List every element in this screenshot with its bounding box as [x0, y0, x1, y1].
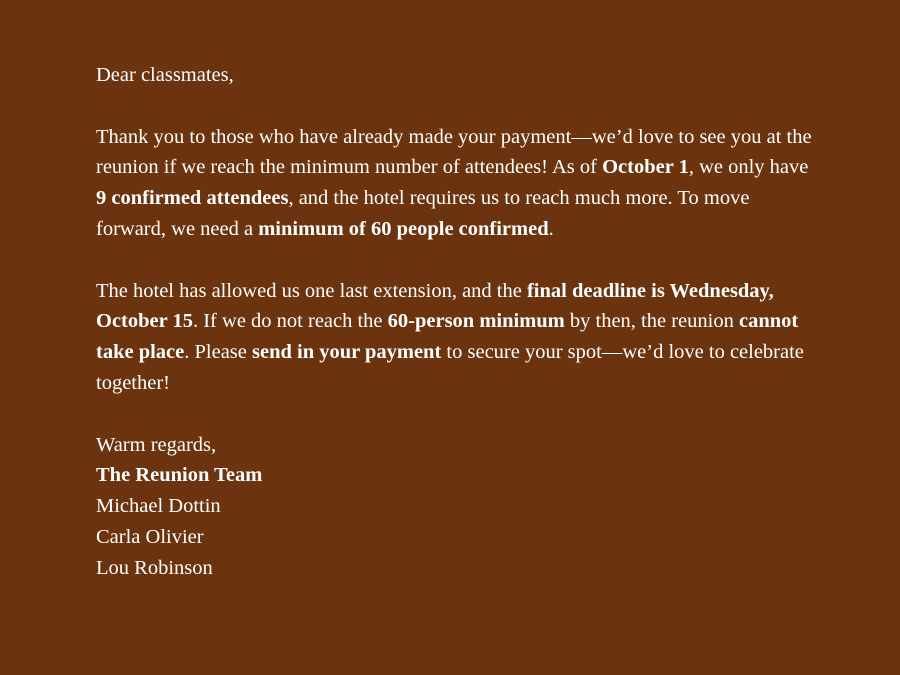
deadline-highlight: final deadline is Wednesday, October 15 — [96, 279, 774, 333]
paragraph-deadline — [96, 276, 816, 399]
paragraph-text: to secure your spot—we’d love to celebrate together! — [96, 341, 804, 394]
minimum-highlight: 60-person minimum — [387, 310, 565, 333]
paragraph-text: . If we do not reach the — [192, 310, 388, 333]
date-highlight: October 1 — [602, 156, 689, 179]
team-name — [96, 460, 816, 491]
paragraph-spacer — [96, 245, 816, 276]
paragraph-text: . — [548, 217, 554, 240]
closing: Warm regards, — [96, 433, 217, 456]
greeting: Dear classmates, — [96, 64, 234, 86]
warning-highlight: cannot take place — [96, 310, 799, 364]
letter-body — [96, 60, 816, 584]
paragraph-spacer — [96, 91, 816, 122]
paragraph-text: Thank you to those who have already made your payment—we’d love to see you at the reunion if we reach the minimum number of attendees! As of — [96, 125, 812, 179]
paragraph-text: . Please — [184, 341, 252, 364]
paragraph-text: by then, the reunion — [564, 310, 739, 333]
signer-name: Carla Olivier — [96, 525, 204, 548]
paragraph-text: The hotel has allowed us one last extension, and the — [96, 279, 527, 302]
minimum-highlight: minimum of 60 people confirmed — [258, 217, 549, 240]
paragraph-text: , and the hotel requires us to reach much more. To move forward, we need a — [96, 187, 750, 240]
paragraph-text: , we only have — [688, 156, 809, 179]
paragraph-payment-status — [96, 122, 816, 245]
attendee-count-highlight: 9 confirmed attendees — [96, 187, 289, 210]
signer-name: Michael Dottin — [96, 495, 221, 518]
call-to-action-highlight: send in your payment — [252, 341, 442, 364]
team-name-text: The Reunion Team — [96, 464, 263, 487]
paragraph-spacer — [96, 399, 816, 430]
signer-name: Lou Robinson — [96, 556, 213, 579]
